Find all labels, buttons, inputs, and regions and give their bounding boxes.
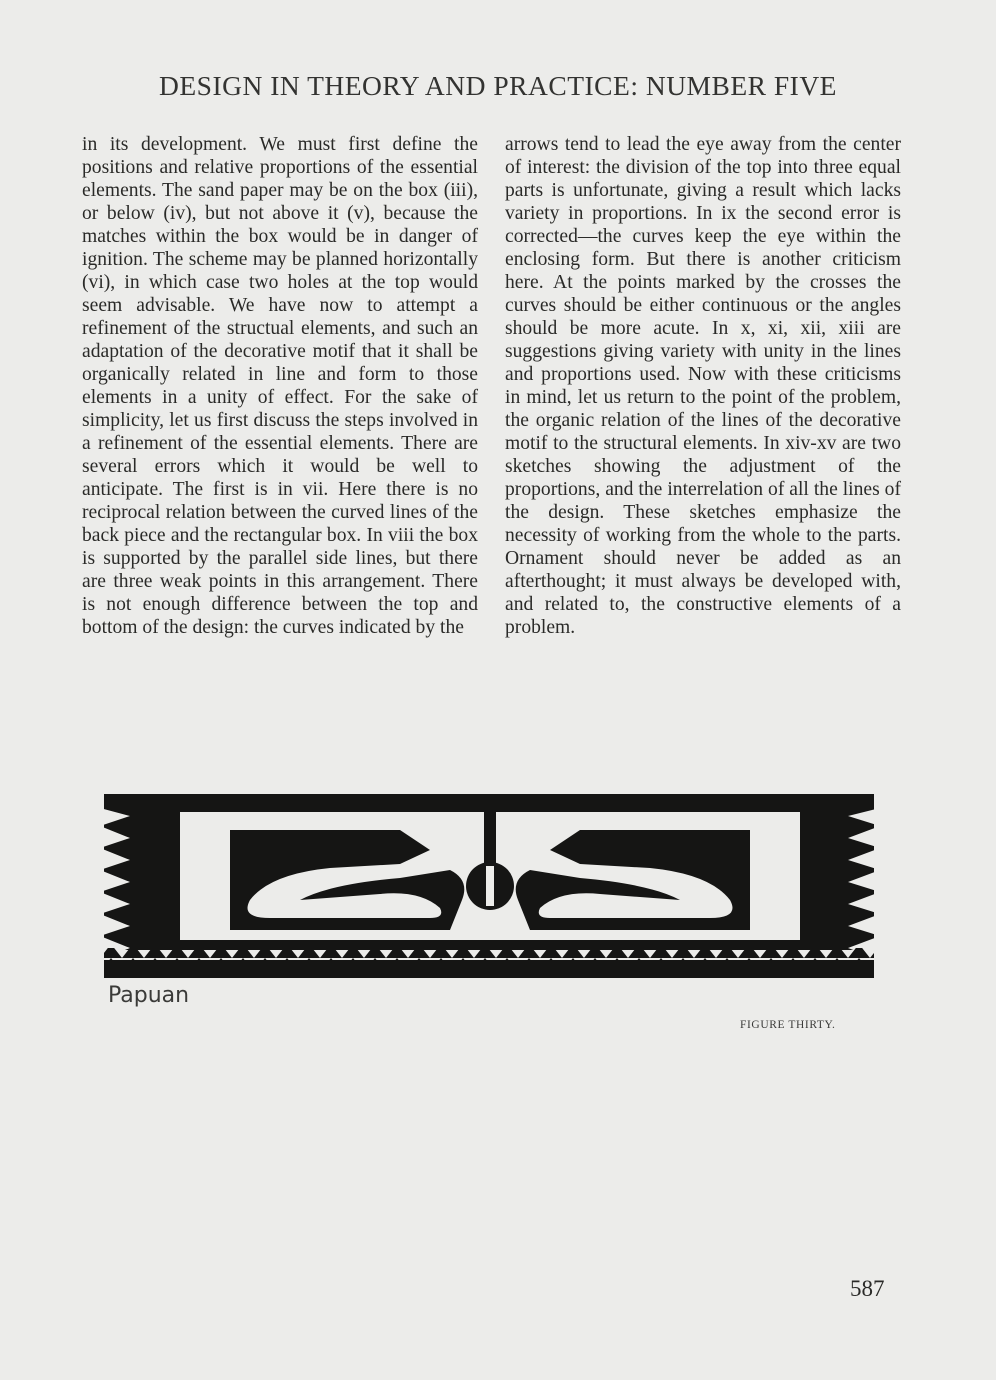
- text-column-right: [505, 133, 901, 639]
- text-column-left: [82, 133, 478, 639]
- paragraph-left: in its development. We must first define the positions and relative proportions of the essential elements. The sand paper may be on the box (iii), or below (iv), but not above it (v), because the matches within the box would be in danger of ignition. The scheme may be planned horizontally (vi), in which case two holes at the top would seem advisable. We have now to attempt a refinement of the structual elements, and such an adaptation of the decorative motif that it shall be organically related in line and form to those elements in a unity of effect. For the sake of simplicity, let us first discuss the steps involved in a refinement of the essential elements. There are several errors which it would be well to anticipate. The first is in vii. Here there is no reciprocal relation between the curved lines of the back piece and the rectangular box. In viii the box is supported by the parallel side lines, but there are three weak points in this arrangement. There is not enough difference between the top and bottom of the design: the curves indicated by the: [82, 134, 478, 638]
- figure-caption: FIGURE THIRTY.: [740, 1019, 836, 1031]
- page-number: 587: [850, 1276, 885, 1301]
- figure-label: Papuan: [108, 983, 190, 1008]
- papuan-ornament-drawing: [100, 790, 880, 990]
- paragraph-right: arrows tend to lead the eye away from the center of interest: the division of the top into three equal parts is unfortunate, giving a result which lacks variety in proportions. In ix the second error is corrected—the curves keep the eye within the enclosing form. But there is another criticism here. At the points marked by the crosses the curves should be either continuous or the angles should be more acute. In x, xi, xii, xiii are suggestions giving variety with unity in the lines and proportions used. Now with these criticisms in mind, let us return to the point of the problem, the organic relation of the lines of the decorative motif to the structural elements. In xiv-xv are two sketches showing the adjustment of the proportions, and the interrelation of all the lines of the design. These sketches emphasize the necessity of working from the whole to the parts. Ornament should never be added as an afterthought; it must always be developed with, and related to, the constructive elements of a problem.: [505, 134, 901, 638]
- papuan-ornament-figure: [100, 790, 880, 990]
- running-head: DESIGN IN THEORY AND PRACTICE: NUMBER FIVE: [159, 70, 837, 101]
